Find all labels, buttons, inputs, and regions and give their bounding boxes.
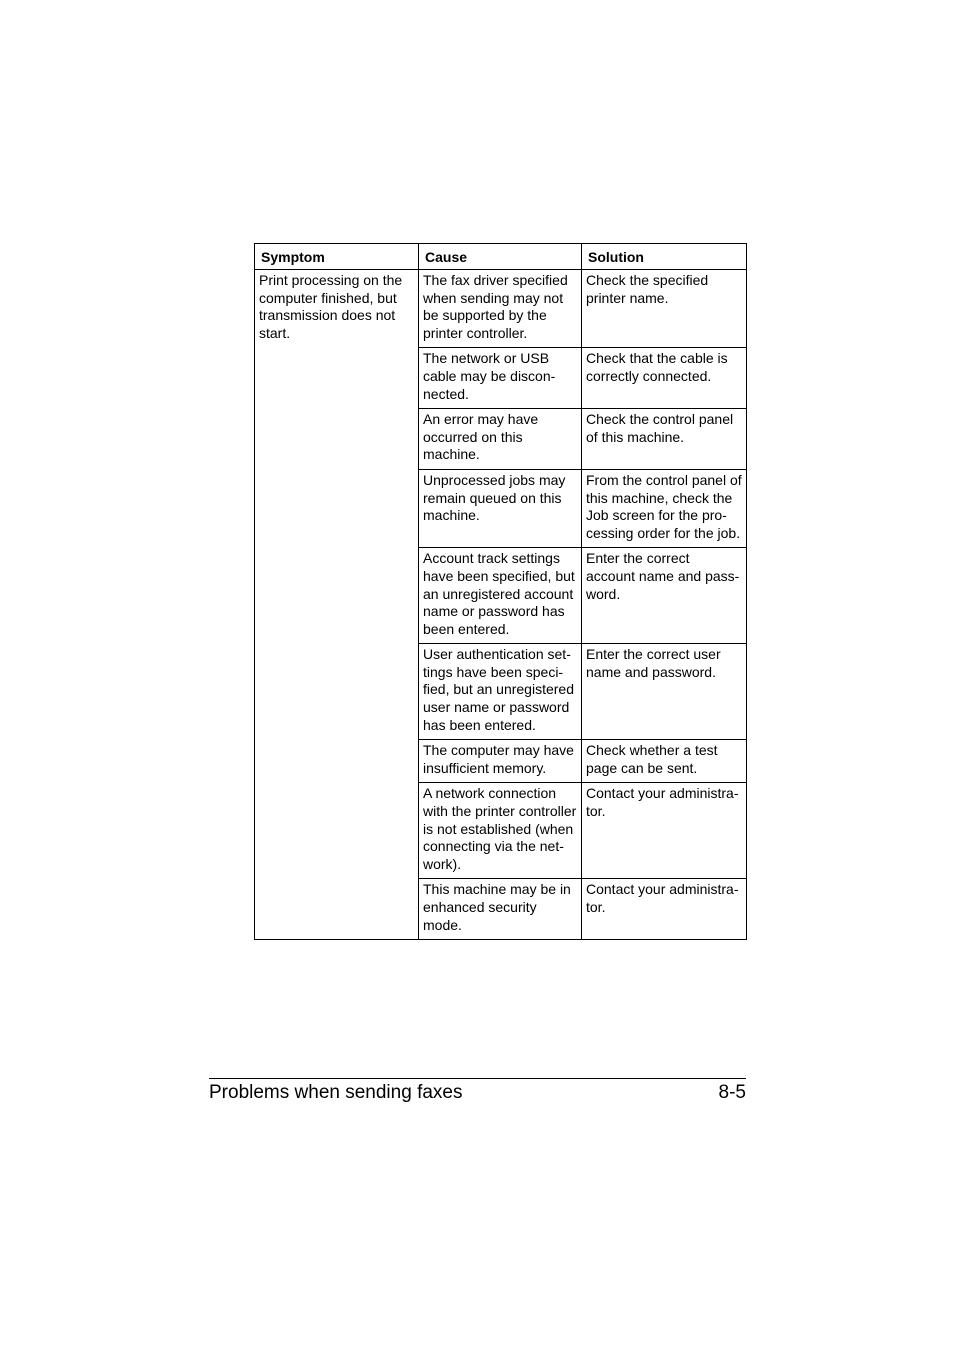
header-cause: Cause: [419, 244, 582, 270]
solution-cell: Check the specified printer name.: [582, 270, 747, 348]
footer-page-number: 8-5: [718, 1082, 746, 1103]
solution-cell: Check the control panel of this machine.: [582, 409, 747, 470]
cause-cell: The network or USB cable may be discon- nected.: [419, 348, 582, 409]
cause-cell: A network connection with the printer controller is not established (when connecting via the net- work).: [419, 783, 582, 879]
footer-divider: [209, 1078, 746, 1079]
solution-cell: Check whether a test page can be sent.: [582, 740, 747, 783]
solution-cell: From the control panel of this machine, check the Job screen for the pro- cessing order for the job.: [582, 469, 747, 547]
header-symptom: Symptom: [255, 244, 419, 270]
solution-cell: Enter the correct account name and pass- word.: [582, 548, 747, 644]
troubleshooting-table: [254, 243, 747, 940]
header-solution: Solution: [582, 244, 747, 270]
cause-cell: The computer may have insufficient memory.: [419, 740, 582, 783]
cause-cell: Account track settings have been specified, but an unregistered account name or password has been entered.: [419, 548, 582, 644]
cause-cell: The fax driver specified when sending may not be supported by the printer controller.: [419, 270, 582, 348]
cause-cell: User authentication set- tings have been speci- fied, but an unregistered user name or password has been entered.: [419, 644, 582, 740]
solution-cell: Contact your administra- tor.: [582, 879, 747, 940]
cause-cell: Unprocessed jobs may remain queued on this machine.: [419, 469, 582, 547]
table-header-row: [255, 244, 747, 270]
symptom-cell: Print processing on the computer finished, but transmission does not start.: [255, 270, 419, 940]
footer-section-title: Problems when sending faxes: [209, 1082, 463, 1103]
solution-cell: Check that the cable is correctly connected.: [582, 348, 747, 409]
solution-cell: Contact your administra- tor.: [582, 783, 747, 879]
table-row: [255, 270, 747, 348]
cause-cell: This machine may be in enhanced security mode.: [419, 879, 582, 940]
cause-cell: An error may have occurred on this machine.: [419, 409, 582, 470]
solution-cell: Enter the correct user name and password.: [582, 644, 747, 740]
